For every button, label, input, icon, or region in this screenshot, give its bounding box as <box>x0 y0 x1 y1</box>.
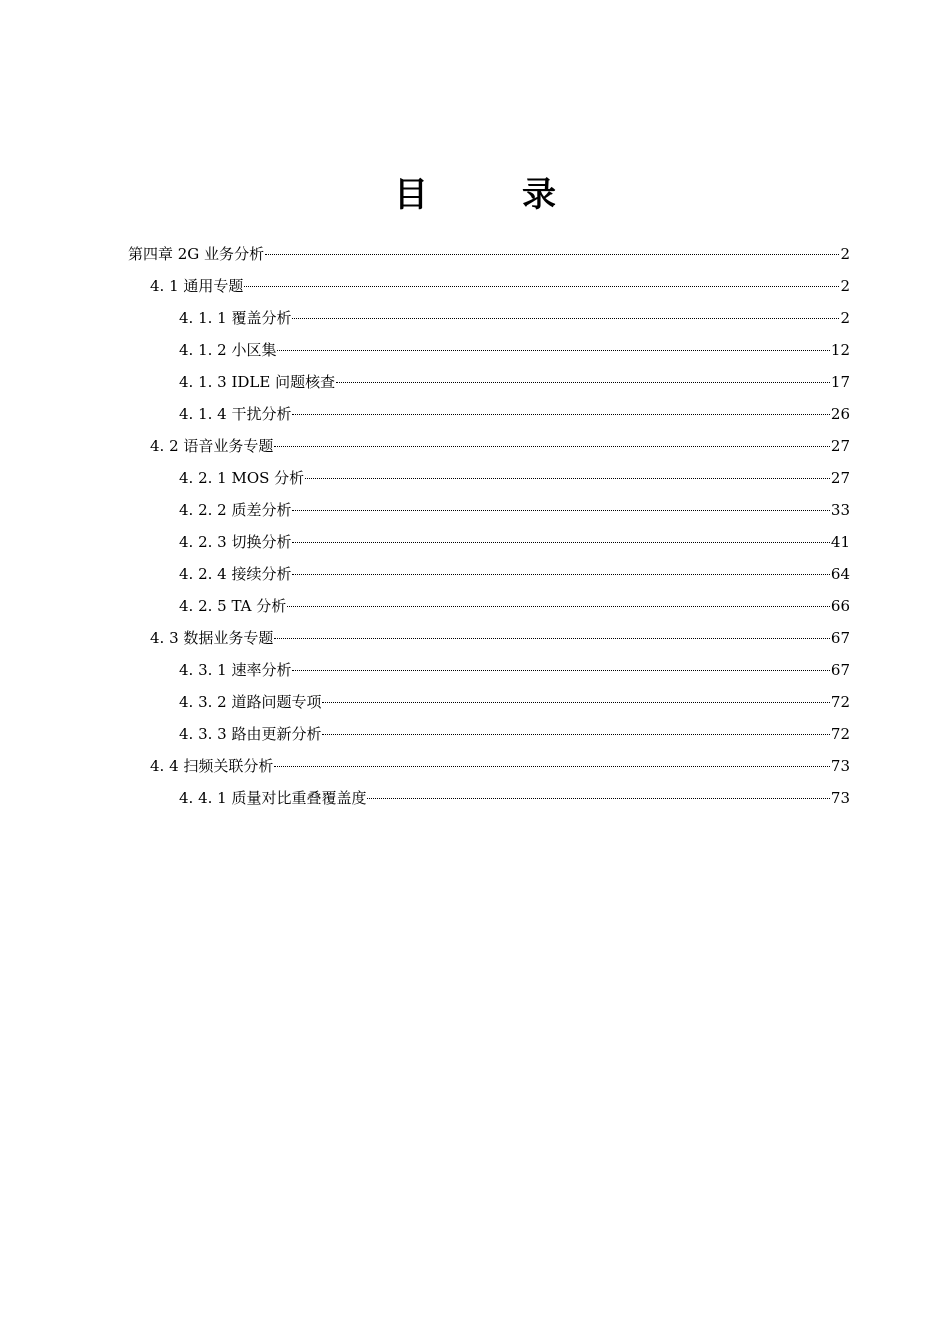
toc-entry-text: 4. 2. 2 质差分析 <box>179 501 292 519</box>
toc-title: 目 录 <box>394 175 586 215</box>
toc-dot-leader <box>274 446 830 447</box>
toc-page-number: 67 <box>830 629 850 647</box>
toc-entry[interactable] <box>0 302 950 334</box>
toc-entry-text: 4. 1. 4 干扰分析 <box>179 405 292 423</box>
toc-dot-leader <box>287 606 830 607</box>
toc-entry[interactable] <box>0 430 950 462</box>
toc-entry[interactable] <box>0 334 950 366</box>
toc-entry[interactable] <box>0 654 950 686</box>
toc-dot-leader <box>292 574 829 575</box>
toc-entry[interactable] <box>0 462 950 494</box>
toc-page-number: 2 <box>840 245 850 263</box>
toc-entry-text: 4. 3 数据业务专题 <box>150 629 274 647</box>
toc-entry[interactable] <box>0 238 950 270</box>
toc-entry-text: 4. 2. 1 MOS 分析 <box>179 469 305 487</box>
toc-entry-text: 4. 4 扫频关联分析 <box>150 757 274 775</box>
toc-entry-text: 4. 3. 1 速率分析 <box>179 661 292 679</box>
toc-entry-text: 4. 2 语音业务专题 <box>150 437 274 455</box>
toc-page-number: 72 <box>830 725 850 743</box>
toc-dot-leader <box>336 382 830 383</box>
toc-dot-leader <box>274 766 830 767</box>
toc-dot-leader <box>292 414 829 415</box>
toc-entry-text: 4. 2. 3 切换分析 <box>179 533 292 551</box>
toc-entry-text: 4. 2. 5 TA 分析 <box>179 597 287 615</box>
toc-entry[interactable] <box>0 590 950 622</box>
toc-entry[interactable] <box>0 398 950 430</box>
toc-page-number: 26 <box>830 405 850 423</box>
toc-entry-text: 4. 1. 3 IDLE 问题核查 <box>179 373 336 391</box>
toc-page-number: 64 <box>830 565 850 583</box>
toc-entry[interactable] <box>0 782 950 814</box>
toc-dot-leader <box>367 798 829 799</box>
toc-dot-leader <box>292 510 829 511</box>
toc-dot-leader <box>244 286 839 287</box>
toc-dot-leader <box>277 350 829 351</box>
toc-page-number: 66 <box>830 597 850 615</box>
toc-entry[interactable] <box>0 750 950 782</box>
toc-entry-text: 4. 1 通用专题 <box>150 277 244 295</box>
toc-dot-leader <box>322 702 829 703</box>
toc-page-number: 12 <box>830 341 850 359</box>
toc-list <box>0 238 950 814</box>
toc-entry-text: 4. 2. 4 接续分析 <box>179 565 292 583</box>
toc-page-number: 2 <box>840 309 850 327</box>
toc-page-number: 27 <box>830 437 850 455</box>
toc-dot-leader <box>322 734 829 735</box>
toc-page-number: 72 <box>830 693 850 711</box>
toc-page-number: 67 <box>830 661 850 679</box>
toc-entry[interactable] <box>0 270 950 302</box>
toc-page-number: 41 <box>830 533 850 551</box>
toc-dot-leader <box>265 254 839 255</box>
toc-page-number: 2 <box>840 277 850 295</box>
toc-page-number: 33 <box>830 501 850 519</box>
toc-entry[interactable] <box>0 686 950 718</box>
toc-page-number: 73 <box>830 789 850 807</box>
toc-entry[interactable] <box>0 526 950 558</box>
toc-dot-leader <box>292 670 829 671</box>
toc-entry-text: 第四章 2G 业务分析 <box>128 245 265 263</box>
toc-entry-text: 4. 4. 1 质量对比重叠覆盖度 <box>179 789 367 807</box>
toc-entry-text: 4. 1. 2 小区集 <box>179 341 277 359</box>
toc-entry[interactable] <box>0 718 950 750</box>
toc-entry-text: 4. 3. 2 道路问题专项 <box>179 693 322 711</box>
toc-page-number: 73 <box>830 757 850 775</box>
toc-entry-text: 4. 3. 3 路由更新分析 <box>179 725 322 743</box>
toc-page-number: 17 <box>830 373 850 391</box>
toc-entry[interactable] <box>0 622 950 654</box>
toc-dot-leader <box>292 542 829 543</box>
toc-entry[interactable] <box>0 366 950 398</box>
toc-entry[interactable] <box>0 494 950 526</box>
toc-page-number: 27 <box>830 469 850 487</box>
toc-entry[interactable] <box>0 558 950 590</box>
toc-dot-leader <box>274 638 830 639</box>
toc-dot-leader <box>292 318 839 319</box>
toc-entry-text: 4. 1. 1 覆盖分析 <box>179 309 292 327</box>
toc-dot-leader <box>305 478 830 479</box>
